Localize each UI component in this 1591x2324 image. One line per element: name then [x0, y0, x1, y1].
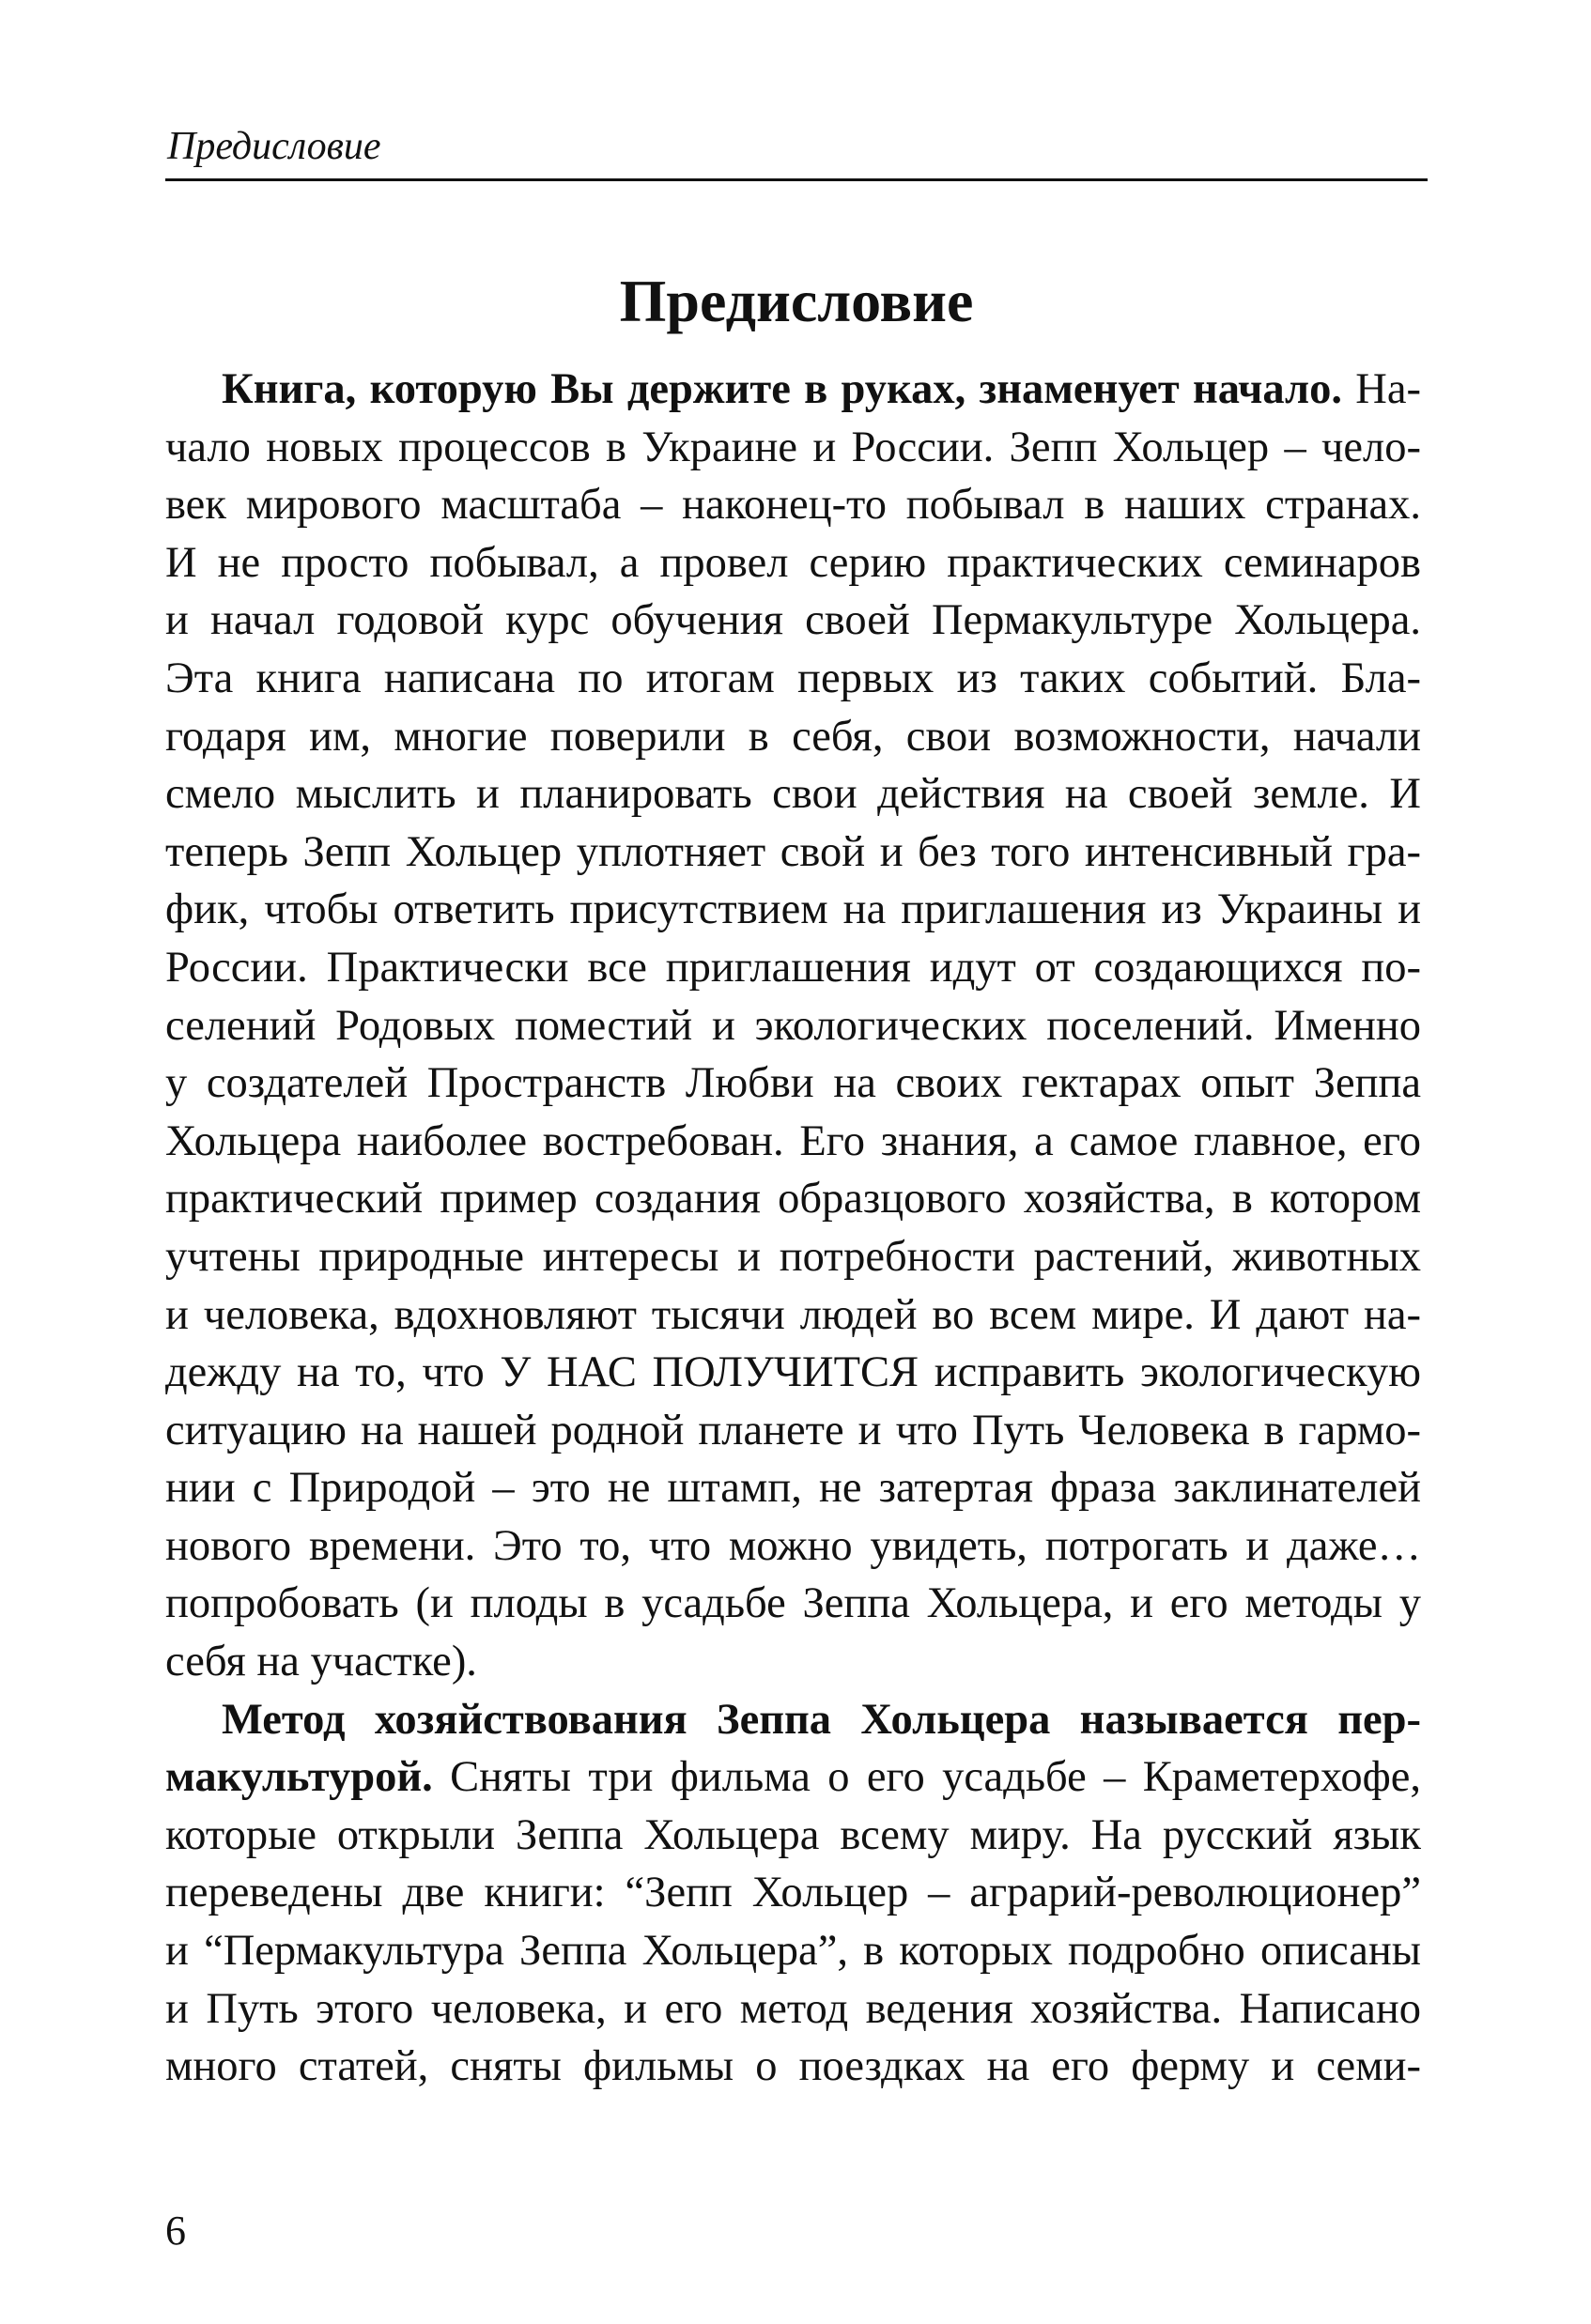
- text-line: [165, 1864, 1421, 1922]
- text-line: [165, 1113, 1421, 1171]
- text-line: [165, 708, 1421, 766]
- line-text: и “Пермакультура Зеппа Хольцера”, в которых подробно описаны: [165, 1927, 1421, 1976]
- text-line: [165, 1344, 1421, 1402]
- line-text: нии с Природой – это не штамп, не затертая фраза заклинателей: [165, 1464, 1421, 1513]
- text-line: [165, 765, 1421, 823]
- line-text: переведены две книги: “Зепп Хольцер – аграрий-революционер”: [165, 1869, 1421, 1917]
- text-line: [165, 2038, 1421, 2096]
- line-text: у создателей Пространств Любви на своих гектарах опыт Зеппа: [165, 1059, 1421, 1108]
- line-text: годаря им, многие поверили в себя, свои возможности, начали: [165, 712, 1421, 761]
- line-text: теперь Зепп Хольцер уплотняет свой и без того интенсивный гра-: [165, 827, 1421, 876]
- chapter-title: Предисловие: [619, 268, 974, 334]
- text-line: [165, 939, 1421, 997]
- bold-lead: Книга, которую Вы держите в руках, знаменует начало.: [222, 365, 1342, 413]
- text-line: [165, 1807, 1421, 1865]
- line-text: Эта книга написана по итогам первых из таких событий. Бла-: [165, 654, 1421, 702]
- line-text: Сняты три фильма о его усадьбе – Крамeтерхофе,: [432, 1753, 1421, 1802]
- line-text: и человека, вдохновляют тысячи людей во всем мире. И дают на-: [165, 1290, 1421, 1339]
- text-line: [165, 1402, 1421, 1460]
- text-line: [165, 1575, 1421, 1633]
- line-text: нового времени. Это то, что можно увидеть, потрогать и даже…: [165, 1521, 1421, 1570]
- text-line: [165, 823, 1421, 882]
- text-line: [165, 476, 1421, 534]
- line-text: практический пример создания образцового хозяйства, в котором: [165, 1175, 1421, 1224]
- line-text: селений Родовых поместий и экологических поселений. Именно: [165, 1001, 1421, 1050]
- line-text: фик, чтобы ответить присутствием на приглашения из Украины и: [165, 885, 1421, 934]
- text-line: [165, 534, 1421, 593]
- line-text: попробовать (и плоды в усадьбе Зеппа Хольцера, и его методы у: [165, 1579, 1421, 1628]
- bold-lead: макультурой.: [165, 1753, 433, 1802]
- line-text: И не просто побывал, а провел серию практических семинаров: [165, 538, 1421, 587]
- line-text: и начал годовой курс обучения своей Пермакультуре Хольцера.: [165, 596, 1421, 645]
- text-line: [165, 1517, 1421, 1576]
- text-line: [165, 1459, 1421, 1517]
- header-rule: [165, 178, 1428, 181]
- text-line: [165, 1054, 1421, 1113]
- text-line: [165, 1748, 1421, 1807]
- bold-lead: Метод хозяйствования Зеппа Хольцера называется пер-: [222, 1695, 1421, 1744]
- text-line: [165, 1691, 1421, 1749]
- text-line: [165, 419, 1421, 477]
- line-text: ситуацию на нашей родной планете и что Путь Человека в гармо-: [165, 1406, 1421, 1454]
- line-text: России. Практически все приглашения идут от создающихся по-: [165, 943, 1421, 992]
- line-text: которые открыли Зеппа Хольцера всему миру. На русский язык: [165, 1810, 1421, 1859]
- line-text: и Путь этого человека, и его метод ведения хозяйства. Написано: [165, 1984, 1421, 2033]
- text-line: [165, 1922, 1421, 1980]
- line-text: Хольцера наиболее востребован. Его знания, а самое главное, его: [165, 1116, 1421, 1165]
- running-head: Предисловие: [167, 125, 381, 168]
- text-line: [165, 650, 1421, 708]
- line-text: На-: [1341, 365, 1421, 413]
- line-text: учтены природные интересы и потребности растений, животных: [165, 1232, 1421, 1281]
- text-line: [165, 1286, 1421, 1345]
- text-line: [165, 997, 1421, 1055]
- text-line: [165, 1633, 1421, 1691]
- body-text: [165, 361, 1421, 2096]
- line-text: много статей, сняты фильмы о поездках на его ферму и семи-: [165, 2042, 1421, 2091]
- text-line: [165, 361, 1421, 419]
- text-line: [165, 1170, 1421, 1228]
- text-line: [165, 592, 1421, 650]
- line-text: смело мыслить и планировать свои действия на своей земле. И: [165, 770, 1421, 819]
- text-line: [165, 1228, 1421, 1286]
- text-line: [165, 881, 1421, 939]
- text-line: [165, 1980, 1421, 2039]
- line-text: чало новых процессов в Украине и России. Зепп Хольцер – чело-: [165, 423, 1421, 471]
- line-text: дежду на то, что У НАС ПОЛУЧИТСЯ исправить экологическую: [165, 1348, 1421, 1397]
- line-text: век мирового масштаба – наконец-то побывал в наших странах.: [165, 481, 1421, 530]
- line-text: себя на участке).: [165, 1638, 477, 1686]
- page-number: 6: [165, 2208, 186, 2254]
